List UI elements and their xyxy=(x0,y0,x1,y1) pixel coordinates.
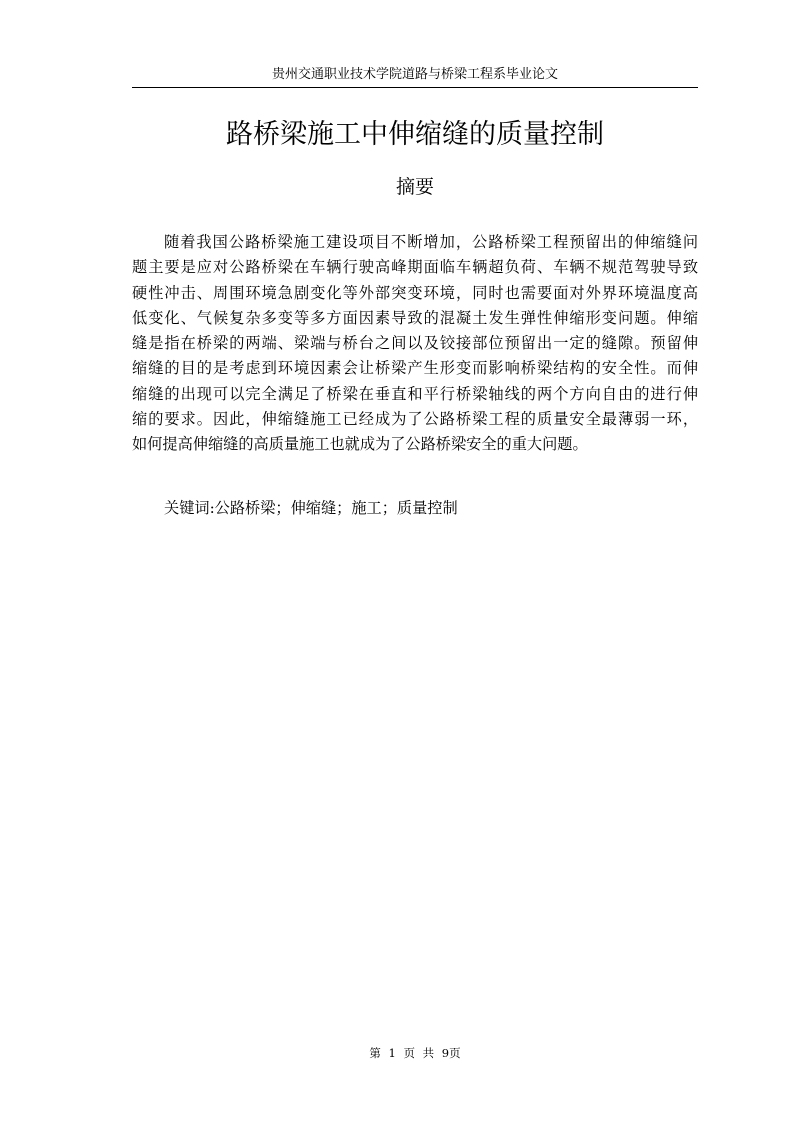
abstract-body xyxy=(132,230,698,458)
abstract-line: 随着我国公路桥梁施工建设项目不断增加，公路桥梁工程预留出的伸缩缝问 xyxy=(164,233,698,251)
abstract-line: 缩的要求。因此，伸缩缝施工已经成为了公路桥梁工程的质量安全最薄弱一环， xyxy=(132,410,698,429)
abstract-line: 缩缝的目的是考虑到环境因素会让桥梁产生形变而影响桥梁结构的安全性。而伸 xyxy=(132,359,698,378)
abstract-line: 如何提高伸缩缝的高质量施工也就成为了公路桥梁安全的重大问题。 xyxy=(132,435,588,454)
abstract-line: 题主要是应对公路桥梁在车辆行驶高峰期面临车辆超负荷、车辆不规范驾驶导致 xyxy=(132,258,698,277)
abstract-line: 缝是指在桥梁的两端、梁端与桥台之间以及铰接部位预留出一定的缝隙。预留伸 xyxy=(132,334,698,353)
abstract-line: 硬性冲击、周围环境急剧变化等外部突变环境，同时也需要面对外界环境温度高 xyxy=(132,283,698,302)
abstract-line: 缩缝的出现可以完全满足了桥梁在垂直和平行桥梁轴线的两个方向自由的进行伸 xyxy=(132,384,698,403)
running-header: 贵州交通职业技术学院道路与桥梁工程系毕业论文 xyxy=(271,67,558,82)
header-rule xyxy=(132,87,698,88)
keywords: 关键词:公路桥梁；伸缩缝；施工；质量控制 xyxy=(164,499,458,517)
abstract-heading: 摘要 xyxy=(395,176,434,198)
page-number: 第 1 页 共 9页 xyxy=(369,1046,461,1060)
paper-title: 路桥梁施工中伸缩缝的质量控制 xyxy=(226,119,604,150)
abstract-line: 低变化、气候复杂多变等多方面因素导致的混凝土发生弹性伸缩形变问题。伸缩 xyxy=(132,308,698,327)
